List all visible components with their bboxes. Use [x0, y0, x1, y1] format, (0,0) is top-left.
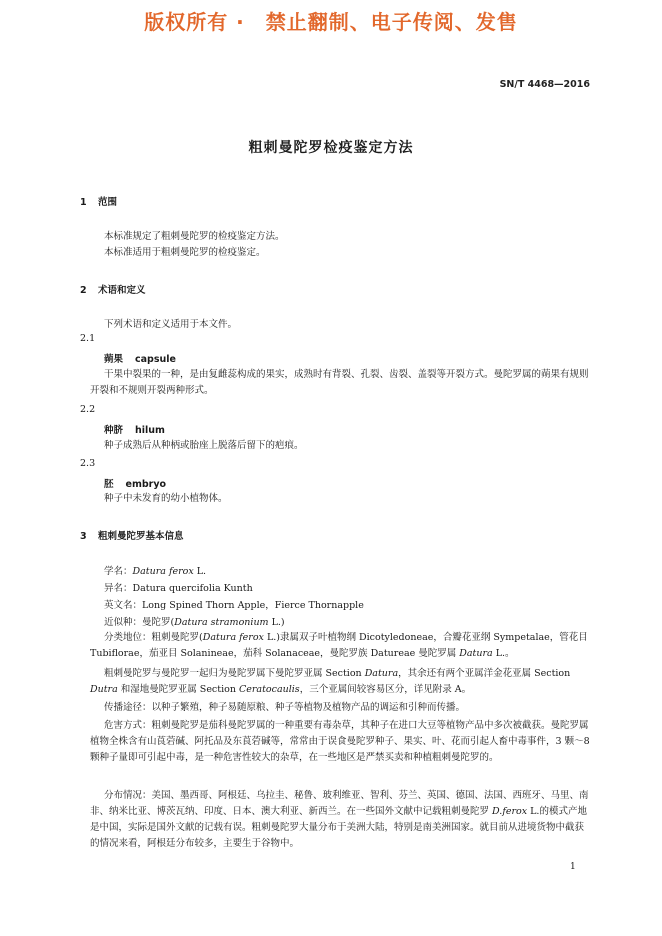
harm-paragraph [90, 718, 592, 766]
distribution-italic: D.ferox [492, 806, 528, 817]
classification-paragraph [90, 630, 592, 662]
term-hilum [104, 422, 165, 436]
copyright-watermark: 版权所有 · 禁止翻制、电子传阅、发售 [144, 10, 518, 34]
page-title: 粗刺曼陀罗检疫鉴定方法 [248, 140, 414, 156]
section-3-heading [80, 528, 184, 542]
similar-species [104, 616, 285, 629]
spread-text: 传播途径：以种子繁殖，种子易随原粮、种子等植物及植物产品的调运和引种而传播。 [104, 702, 466, 713]
scope-paragraph-2: 本标准适用于粗刺曼陀罗的检疫鉴定。 [104, 247, 266, 258]
section-1-heading [80, 194, 117, 208]
similar-species-end: L.) [268, 617, 285, 628]
term-embryo-en: embryo [125, 479, 167, 490]
term-capsule-definition-text: 干果中裂果的一种，是由复雌蕊构成的果实，成熟时有背裂、孔裂、齿裂、盖裂等开裂方式。曼陀罗属的蒴果有规则开裂和不规则开裂两种形式。 [90, 369, 589, 396]
classification-part-2: L.)隶属双子叶植物纲 Dicotyledoneae，合瓣花亚纲 Sympetalae，管花目 Tubiflorae，茄亚目 Solanineae，茄科 Solanaceae，曼陀罗族 Datureae 曼陀罗属 [90, 632, 588, 659]
term-embryo-zh: 胚 [104, 479, 114, 490]
harm-text: 危害方式：粗刺曼陀罗是茄科曼陀罗属的一种重要有毒杂草，其种子在进口大豆等植物产品中多次被截获。曼陀罗属植物全株含有山莨菪碱、阿托品及东莨菪碱等，常常由于误食曼陀罗种子、果实、叶、花而引起人畜中毒事件，3 颗～8 颗种子量即可引起中毒，是一种危害性较大的杂草，在一些地区是严禁买卖和种植粗刺曼陀罗的。 [90, 720, 590, 763]
relation-paragraph [90, 666, 592, 698]
section-2-heading [80, 282, 146, 296]
page-number: 1 [570, 862, 576, 872]
distribution-part-2: L.的模式产地是中国，实际是国外文献的记载有误。粗刺曼陀罗大量分布于美洲大陆，特别是南美洲国家。就目前从进境货物中截获的情况来看，阿根廷分布较多，主要生于谷物中。 [90, 806, 587, 849]
scientific-name-italic: Datura ferox [132, 566, 194, 577]
distribution-paragraph [90, 788, 592, 852]
relation-italic-1: Datura [364, 668, 399, 679]
section-2-number: 2 [80, 285, 87, 296]
scientific-name [104, 565, 206, 578]
spread-paragraph [90, 700, 592, 716]
synonym: 异名：Datura quercifolia Kunth [104, 583, 253, 594]
term-hilum-definition: 种子成熟后从种柄或胎座上脱落后留下的疤痕。 [104, 440, 304, 451]
terms-intro: 下列术语和定义适用于本文件。 [104, 319, 238, 330]
section-1-number: 1 [80, 197, 87, 208]
relation-part-2: ，其余还有两个亚属洋金花亚属 Section [398, 668, 571, 679]
term-2-1-number: 2.1 [80, 333, 96, 344]
term-embryo [104, 476, 166, 490]
classification-part-3: L.。 [492, 648, 515, 659]
term-capsule-definition [90, 367, 592, 399]
scientific-name-label: 学名： [104, 566, 133, 577]
relation-part-4: ，三个亚属间较容易区分，详见附录 A。 [299, 684, 472, 695]
term-capsule-en: capsule [135, 354, 176, 365]
relation-part-1: 粗刺曼陀罗与曼陀罗一起归为曼陀罗属下曼陀罗亚属 Section [104, 668, 365, 679]
term-embryo-definition: 种子中未发育的幼小植物体。 [104, 493, 228, 504]
relation-italic-2: Dutra [90, 684, 118, 695]
term-2-3-number: 2.3 [80, 458, 96, 469]
classification-italic-1: Datura ferox [202, 632, 264, 643]
section-2-title: 术语和定义 [98, 285, 146, 296]
classification-part-1: 分类地位：粗刺曼陀罗( [104, 632, 203, 643]
distribution-part-1: 分布情况：美国、墨西哥、阿根廷、乌拉圭、秘鲁、玻利维亚、智利、芬兰、英国、德国、法国、西班牙、马里、南非、纳米比亚、博茨瓦纳、印度、日本、澳大利亚、新西兰。在一些国外文献中记载粗刺曼陀罗 [90, 790, 589, 817]
section-3-title: 粗刺曼陀罗基本信息 [98, 531, 184, 542]
section-1-title: 范围 [98, 197, 118, 208]
scientific-name-author: L. [193, 566, 207, 577]
section-3-number: 3 [80, 531, 87, 542]
classification-italic-2: Datura [459, 648, 493, 659]
relation-italic-3: Ceratocaulis [238, 684, 300, 695]
similar-species-italic: Datura stramonium [174, 617, 269, 628]
term-capsule [104, 351, 176, 365]
standard-code: SN/T 4468—2016 [499, 79, 590, 90]
term-capsule-zh: 蒴果 [104, 354, 124, 365]
term-hilum-zh: 种脐 [104, 425, 124, 436]
term-hilum-en: hilum [135, 425, 165, 436]
similar-species-label: 近似种：曼陀罗( [104, 617, 175, 628]
relation-part-3: 和湿地曼陀罗亚属 Section [117, 684, 239, 695]
english-name: 英文名：Long Spined Thorn Apple，Fierce Thornapple [104, 600, 364, 611]
scope-paragraph-1: 本标准规定了粗刺曼陀罗的检疫鉴定方法。 [104, 231, 285, 242]
term-2-2-number: 2.2 [80, 404, 96, 415]
